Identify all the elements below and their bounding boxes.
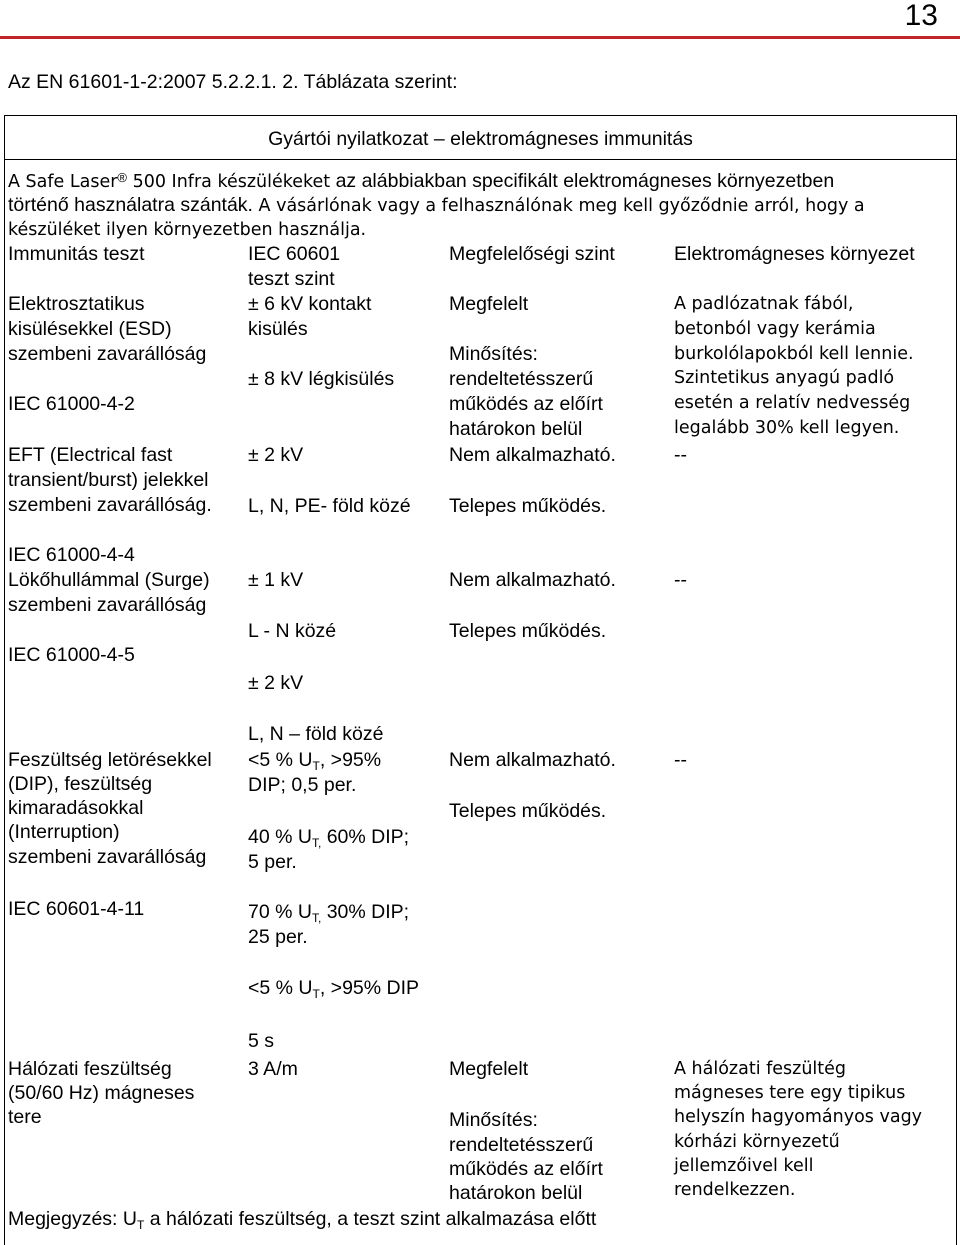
eft-test-standard: IEC 61000-4-4	[8, 544, 135, 566]
intro-line-3: készüléket ilyen környezetben használja.	[8, 220, 367, 240]
dip-test-line: (DIP), feszültség	[8, 773, 153, 795]
eft-test-line: szembeni zavarállóság.	[8, 494, 212, 516]
dip-compliance-line: Telepes működés.	[449, 800, 607, 822]
intro-line-1: A Safe Laser® 500 Infra készülékeket az alábbiakban specifikált elektromágneses környezetben	[8, 170, 835, 192]
standard-reference: Az EN 61601-1-2:2007 5.2.2.1. 2. Táblázata szerint:	[8, 71, 458, 93]
esd-level-line: ± 6 kV kontakt	[248, 293, 372, 315]
surge-level-line: ± 2 kV	[248, 672, 304, 694]
dip-level-line: 25 per.	[248, 926, 308, 948]
esd-test-line: szembeni zavarállóság	[8, 343, 207, 365]
magnetic-environment-line: mágneses tere egy tipikus	[674, 1083, 906, 1103]
esd-environment-line: betonból vagy kerámia	[674, 319, 876, 339]
esd-environment-line: legalább 30% kell legyen.	[674, 418, 900, 438]
magnetic-environment-line: kórházi környezetű	[674, 1132, 840, 1152]
esd-environment-line: Szintetikus anyagú padló	[674, 368, 895, 388]
esd-compliance-line: Megfelelt	[449, 293, 529, 315]
dip-level-line: DIP; 0,5 per.	[248, 774, 357, 796]
header-immunity-test: Immunitás teszt	[8, 243, 145, 265]
dip-test-line: Feszültség letörésekkel	[8, 749, 212, 771]
header-rule	[0, 36, 960, 39]
esd-level-line: ± 8 kV légkisülés	[248, 368, 395, 390]
esd-test-standard: IEC 61000-4-2	[8, 393, 135, 415]
esd-compliance-line: Minősítés:	[449, 343, 538, 365]
surge-test-line: szembeni zavarállóság	[8, 594, 207, 616]
dip-level-line: 5 s	[248, 1030, 275, 1052]
magnetic-test-line: (50/60 Hz) mágneses	[8, 1082, 195, 1104]
surge-level-line: ± 1 kV	[248, 569, 304, 591]
surge-test-standard: IEC 61000-4-5	[8, 644, 135, 666]
magnetic-compliance-line: rendeltetésszerű	[449, 1134, 594, 1156]
magnetic-environment-line: A hálózati feszültég	[674, 1059, 847, 1079]
eft-level-line: L, N, PE- föld közé	[248, 495, 411, 517]
header-test-level-2: teszt szint	[248, 268, 335, 290]
magnetic-environment-line: helyszín hagyományos vagy	[674, 1107, 923, 1127]
magnetic-test-line: tere	[8, 1106, 42, 1128]
surge-level-line: L - N közé	[248, 620, 337, 642]
magnetic-level: 3 A/m	[248, 1058, 298, 1080]
dip-test-standard: IEC 60601-4-11	[8, 898, 145, 920]
table-note: Megjegyzés: $U_T$ a hálózati feszültség, a teszt szint alkalmazása előtt	[8, 1208, 597, 1232]
dip-test-line: szembeni zavarállóság	[8, 846, 207, 868]
eft-compliance-line: Nem alkalmazható.	[449, 444, 616, 466]
title-divider	[4, 159, 957, 160]
surge-test-line: Lökőhullámmal (Surge)	[8, 569, 210, 591]
intro-line-2: történő használatra szánták. A vásárlónak vagy a felhasználónak meg kell győződnie arról, hogy a	[8, 194, 865, 216]
esd-test-line: Elektrosztatikus	[8, 293, 145, 315]
magnetic-compliance-line: Megfelelt	[449, 1058, 529, 1080]
surge-environment: --	[674, 569, 687, 591]
magnetic-compliance-line: határokon belül	[449, 1182, 583, 1204]
eft-level-line: ± 2 kV	[248, 444, 304, 466]
eft-test-line: transient/burst) jelekkel	[8, 469, 209, 491]
dip-test-line: (Interruption)	[8, 821, 120, 843]
page-number: 13	[904, 0, 938, 32]
surge-compliance-line: Nem alkalmazható.	[449, 569, 616, 591]
magnetic-compliance-line: Minősítés:	[449, 1109, 538, 1131]
eft-test-line: EFT (Electrical fast	[8, 444, 173, 466]
surge-level-line: L, N – föld közé	[248, 723, 384, 745]
dip-level-line: 40 % $U_{T,}$ 60% DIP;	[248, 826, 410, 850]
magnetic-compliance-line: működés az előírt	[449, 1158, 603, 1180]
esd-test-line: kisülésekkel (ESD)	[8, 318, 172, 340]
esd-compliance-line: határokon belül	[449, 418, 583, 440]
eft-environment: --	[674, 444, 687, 466]
dip-level-line: <5 % $U_T$, >95% DIP	[248, 977, 420, 1001]
table-title: Gyártói nyilatkozat – elektromágneses immunitás	[268, 128, 693, 150]
dip-level-line: 70 % $U_{T,}$ 30% DIP;	[248, 901, 410, 925]
dip-environment: --	[674, 749, 687, 771]
dip-level-line: 5 per.	[248, 851, 297, 873]
header-compliance-level: Megfelelőségi szint	[449, 243, 615, 265]
esd-compliance-line: működés az előírt	[449, 393, 603, 415]
eft-compliance-line: Telepes működés.	[449, 495, 607, 517]
magnetic-environment-line: jellemzőivel kell	[674, 1156, 814, 1176]
esd-level-line: kisülés	[248, 318, 308, 340]
dip-compliance-line: Nem alkalmazható.	[449, 749, 616, 771]
magnetic-test-line: Hálózati feszültség	[8, 1058, 172, 1080]
dip-level-line: <5 % $U_T$, >95%	[248, 749, 382, 773]
header-test-level-1: IEC 60601	[248, 243, 341, 265]
header-em-environment: Elektromágneses környezet	[674, 243, 915, 265]
magnetic-environment-line: rendelkezzen.	[674, 1180, 796, 1200]
esd-environment-line: burkolólapokból kell lennie.	[674, 344, 914, 364]
esd-environment-line: A padlózatnak fából,	[674, 294, 854, 314]
surge-compliance-line: Telepes működés.	[449, 620, 607, 642]
esd-environment-line: esetén a relatív nedvesség	[674, 393, 911, 413]
esd-compliance-line: rendeltetésszerű	[449, 368, 594, 390]
dip-test-line: kimaradásokkal	[8, 797, 144, 819]
